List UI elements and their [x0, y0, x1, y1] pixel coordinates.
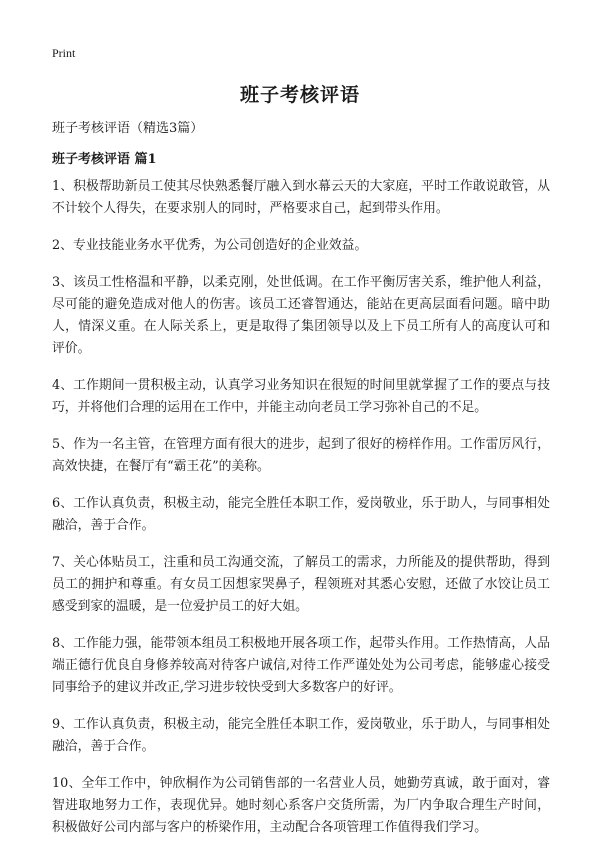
paragraph-3: 3、该员工性格温和平静，以柔克刚，处世低调。在工作平衡厉害关系，维护他人利益，尽可能的避免造成对他人的伤害。该员工还睿智通达，能站在更高层面看问题。暗中助人，情深义重。在人际关系上，更是取得了集团领导以及上下员工所有人的高度认可和评价。	[52, 275, 550, 356]
document-title: 班子考核评语	[239, 84, 360, 106]
print-label: Print	[52, 46, 76, 60]
document-subtitle: 班子考核评语（精选3篇）	[52, 121, 204, 136]
paragraph-1: 1、积极帮助新员工使其尽快熟悉餐厅融入到水幕云天的大家庭，平时工作敢说敢管，从不计较个人得失，在要求别人的同时，严格要求自己，起到带头作用。	[52, 179, 550, 216]
paragraph-6: 6、工作认真负责，积极主动，能完全胜任本职工作，爱岗敬业，乐于助人，与同事相处融洽，善于合作。	[52, 496, 550, 533]
paragraph-8: 8、工作能力强，能带领本组员工积极地开展各项工作，起带头作用。工作热情高，人品端正德行优良自身修养较高对待客户诚信,对待工作严谨处处为公司考虑，能够虚心接受同事给予的建议并改正,学习进步较快受到大多数客户的好评。	[52, 636, 550, 695]
paragraph-9: 9、工作认真负责，积极主动，能完全胜任本职工作，爱岗敬业，乐于助人，与同事相处融洽，善于合作。	[52, 717, 550, 754]
paragraph-7: 7、关心体贴员工，注重和员工沟通交流，了解员工的需求，力所能及的提供帮助，得到员工的拥护和尊重。有女员工因想家哭鼻子，程领班对其悉心安慰，还做了水饺让员工感受到家的温暖，是一位爱护员工的好大姐。	[52, 555, 550, 614]
paragraph-4: 4、工作期间一贯积极主动，认真学习业务知识在很短的时间里就掌握了工作的要点与技巧，并将他们合理的运用在工作中，并能主动向老员工学习弥补自己的不足。	[52, 378, 550, 415]
section-heading: 班子考核评语 篇1	[52, 152, 157, 167]
paragraph-10: 10、全年工作中，钟欣桐作为公司销售部的一名营业人员，她勤劳真诚，敢于面对，睿智进取地努力工作，表现优异。她时刻心系客户交货所需，为厂内争取合理生产时间，积极做好公司内部与客户的桥梁作用，主动配合各项管理工作值得我们学习。	[52, 776, 550, 835]
paragraph-5: 5、作为一名主管，在管理方面有很大的进步，起到了很好的榜样作用。工作雷厉风行，高效快捷，在餐厅有“霸王花”的美称。	[52, 437, 550, 474]
paragraph-2: 2、专业技能业务水平优秀，为公司创造好的企业效益。	[52, 238, 368, 253]
document-body	[52, 176, 550, 854]
